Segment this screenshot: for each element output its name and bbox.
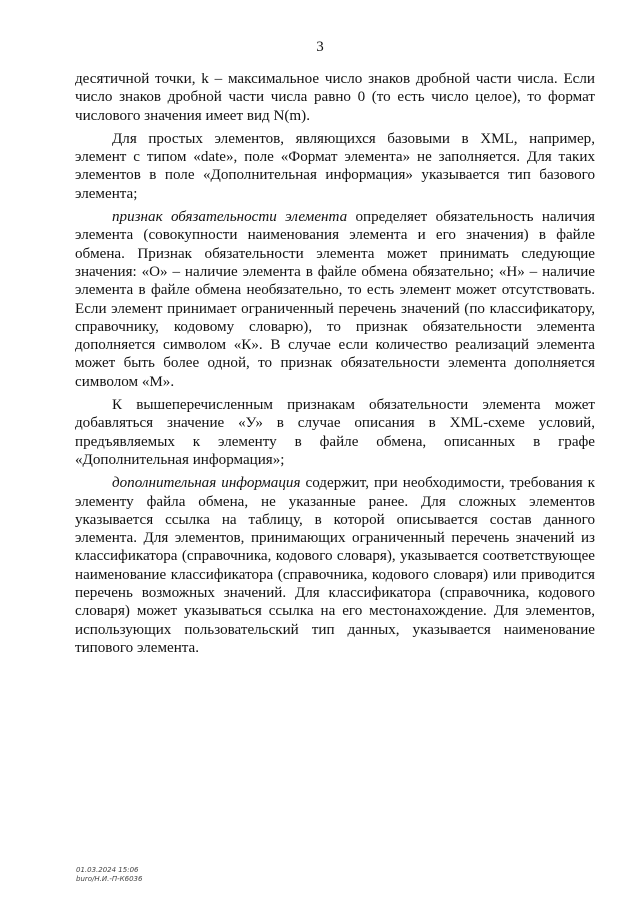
term-mandatory-attribute: признак обязательности элемента xyxy=(112,209,348,226)
paragraph-condition-value xyxy=(75,396,595,469)
footer-stamp-id: buro/Н.И.-П-К6036 xyxy=(76,875,143,883)
paragraph-text: Для простых элементов, являющихся базовыми в XML, например, элемент с типом «date», поле «Формат элемента» не заполняется. Для таких элементов в поле «Дополнительная информация» указывается тип базового элемента; xyxy=(75,130,595,202)
paragraph-additional-info xyxy=(75,474,595,657)
paragraph-text: содержит, при необходимости, требования к элементу файла обмена, не указанные ранее. Для сложных элементов указывается ссылка на таблицу, в которой описывается состав данного элемента. Для элементов, принимающих ограниченный перечень значений из классификатора (справочника, кодового словаря), указывается соответствующее наименование классификатора (справочника, кодового словаря) или приводится перечень возможных значений. Для классификатора (справочника, кодового словаря) может указываться ссылка на его местонахождение. Для элементов, использующих пользовательский тип данных, указывается наименование типового элемента. xyxy=(75,475,596,656)
paragraph-simple-elements xyxy=(75,130,595,203)
paragraph-text: К вышеперечисленным признакам обязательности элемента может добавляться значение «У» в случае описания в XML-схеме условий, предъявляемых к элементу в файле обмена, описанных в графе «Дополнительная информация»; xyxy=(75,397,595,468)
paragraph-mandatory-attribute xyxy=(75,208,595,391)
document-body xyxy=(75,70,595,662)
paragraph-text: десятичной точки, k – максимальное число знаков дробной части числа. Если число знаков дробной части числа равно 0 (то есть число целое), то формат числового значения имеет вид N(m). xyxy=(75,71,595,124)
paragraph-text: определяет обязательность наличия элемента (совокупности наименования элемента и его значения) в файле обмена. Признак обязательности элемента может принимать следующие значения: «О» – наличие элемента в файле обмена обязательно; «Н» – наличие элемента в файле обмена необязательно, то есть элемент может отсутствовать. Если элемент принимает ограниченный перечень значений (по классификатору, справочнику, кодовому словарю), то признак обязательности элемента дополняется символом «К». В случае если количество реализаций элемента может быть более одной, то признак обязательности элемента дополняется символом «М». xyxy=(75,209,595,390)
footer-stamp-date: 01.03.2024 15:06 xyxy=(76,866,139,874)
page-number: 3 xyxy=(316,39,324,55)
paragraph-number-format-continued xyxy=(75,70,595,125)
footer-stamp xyxy=(76,866,142,884)
term-additional-info: дополнительная информация xyxy=(112,475,301,492)
